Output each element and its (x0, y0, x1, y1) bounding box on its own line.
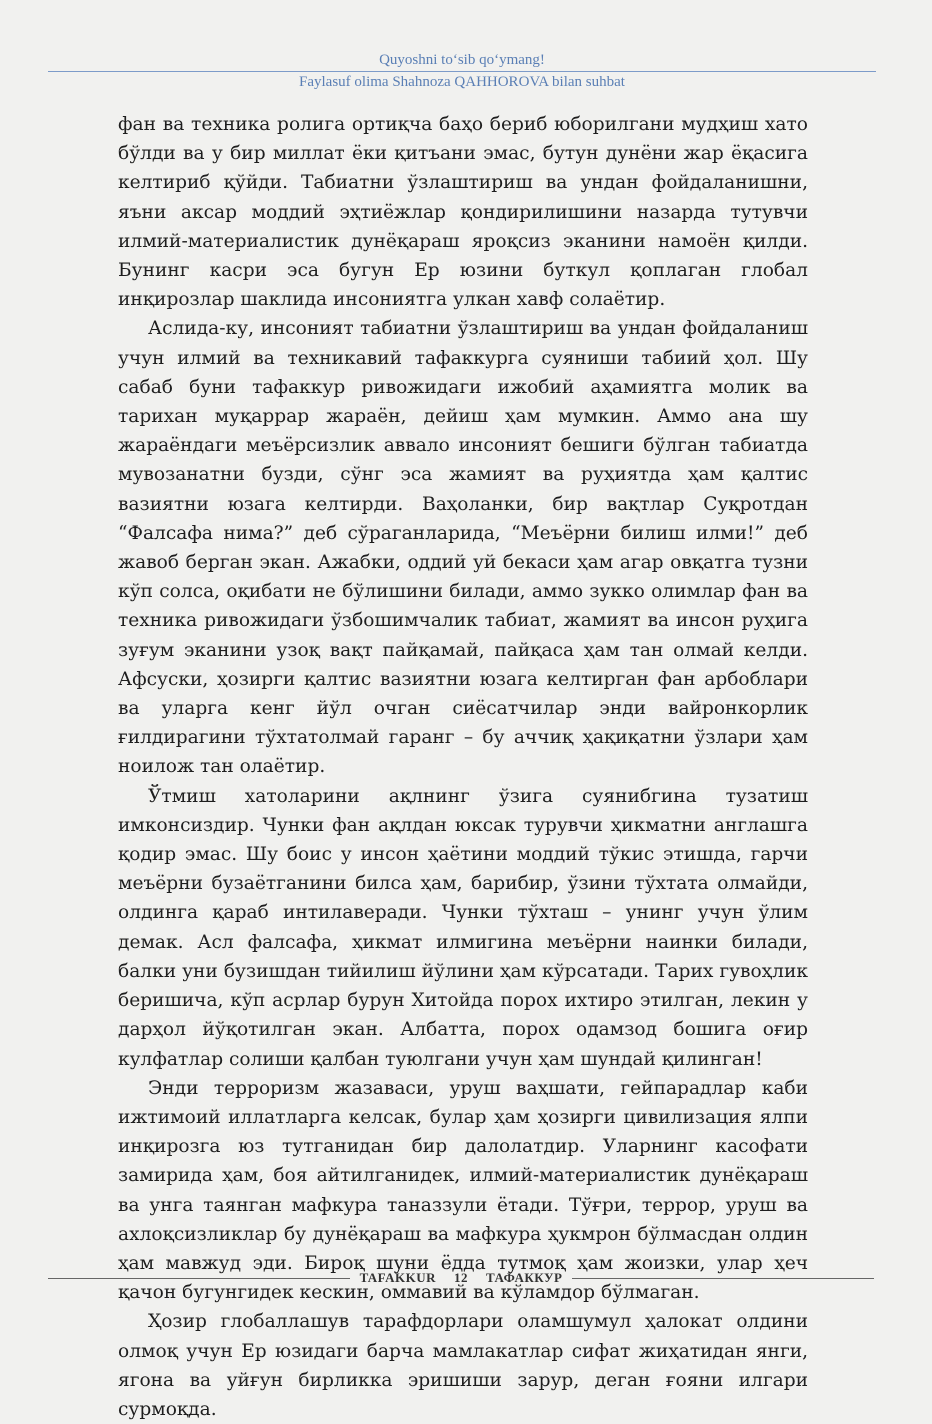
page-number: 12 (454, 1270, 469, 1285)
footer-rule-right (572, 1278, 874, 1279)
paragraph-4: Энди терроризм жазаваси, уруш ваҳшати, гейпарадлар каби ижтимоий иллатларга келсак, булар ҳам ҳозирги цивилизация ялпи инқирозга юз тутганидан бир далолатдир. Уларнинг касофати замирида ҳам, боя айтилганидек, илмий-материалистик дунёқараш ва унга таянган мафкура таназзули ётади. Тўғри, террор, уруш ва ахлоқсизликлар бу дунёқараш ва мафкура ҳукмрон бўлмасдан олдин ҳам мавжуд эди. Бироқ шуни ёдда тутмоқ ҳам жоизки, улар ҳеч қачон бугунгидек кескин, оммавий ва кўламдор бўлмаган. (118, 1077, 808, 1304)
paragraph-1: фан ва техника ролига ортиқча баҳо бериб юборилгани мудҳиш хато бўлди ва у бир миллат ёки қитъани эмас, бутун дунёни жар ёқасига келтириб қўйди. Табиатни ўзлаштириш ва ундан фойдаланишни, яъни аксар моддий эҳтиёжлар қондирилишини назарда тутувчи илмий-материалистик дунёқараш яроқсиз эканини намоён қилди. Бунинг касри эса бугун Ер юзини буткул қоплаган глобал инқирозлар шаклида инсониятга улкан хавф солаётир. (118, 114, 808, 311)
magazine-name-latin: TAFAKKUR (359, 1270, 437, 1285)
paragraph-2: Аслида-ку, инсоният табиатни ўзлаштириш ва ундан фойдаланиш учун илмий ва техникавий тафаккурга суяниши табиий ҳол. Шу сабаб буни тафаккур ривожидаги ижобий аҳамиятга молик ва тарихан муқаррар жараён, дейиш ҳам мумкин. Аммо ана шу жараёндаги меъёрсизлик аввало инсоният бешиги бўлган табиатда мувозанатни бузди, сўнг эса жамият ва руҳиятда ҳам қалтис вазиятни юзага келтирди. Ваҳоланки, бир вақтлар Суқротдан “Фалсафа нима?” деб сўраганларида, “Меъёрни билиш илми!” деб жавоб берган экан. Ажабки, оддий уй бекаси ҳам агар овқатга тузни кўп солса, оқибати не бўлишини билади, аммо зукко олимлар фан ва техника ривожидаги ўзбошимчалик табиат, жамият ва инсон руҳига зуғум эканини узоқ вақт пайқамай, пайқаса ҳам тан олмай келди. Афсуски, ҳозирги қалтис вазиятни юзага келтирган фан арбоблари ва уларга кенг йўл очган сиёсатчилар энди вайронкорлик ғилдирагини тўхтатолмай гаранг – бу аччиқ ҳақиқатни ўзлари ҳам ноилож тан олаётир. (118, 318, 808, 778)
article-subtitle: Faylasuf olima Shahnoza QAHHOROVA bilan suhbat (299, 74, 625, 90)
page-footer (48, 1270, 874, 1286)
magazine-name-cyrillic: ТАФАККУР (486, 1270, 563, 1285)
paragraph-3: Ўтмиш хатоларини ақлнинг ўзига суянибгина тузатиш имконсиздир. Чунки фан ақлдан юксак турувчи ҳикматни англашга қодир эмас. Шу боис у инсон ҳаётини моддий тўкис этишда, гарчи меъёрни бузаётганини билса ҳам, барибир, ўзини тўхтата олмайди, олдинга қараб интилаверади. Чунки тўхташ – унинг учун ўлим демак. Асл фалсафа, ҳикмат илмигина меъёрни наинки билади, балки уни бузишдан тийилиш йўлини ҳам кўрсатади. Тарих гувоҳлик беришича, кўп асрлар бурун Хитойда порох ихтиро этилган, лекин у дарҳол йўқотилган экан. Албатта, порох одамзод бошига оғир кулфатлар солиши қалбан туюлгани учун ҳам шундай қилинган! (118, 785, 808, 1070)
article-body (118, 110, 808, 1424)
footer-rule-left (48, 1278, 350, 1279)
paragraph-5: Ҳозир глобаллашув тарафдорлари оламшумул ҳалокат олдини олмоқ учун Ер юзидаги барча мамлакатлар сифат жиҳатидан янги, ягона ва уйғун бирликка эришиши зарур, деган ғояни илгари сурмоқда. (118, 1311, 808, 1420)
running-header (48, 50, 876, 92)
article-title: Quyoshni to‘sib qo‘ymang! (379, 52, 545, 68)
